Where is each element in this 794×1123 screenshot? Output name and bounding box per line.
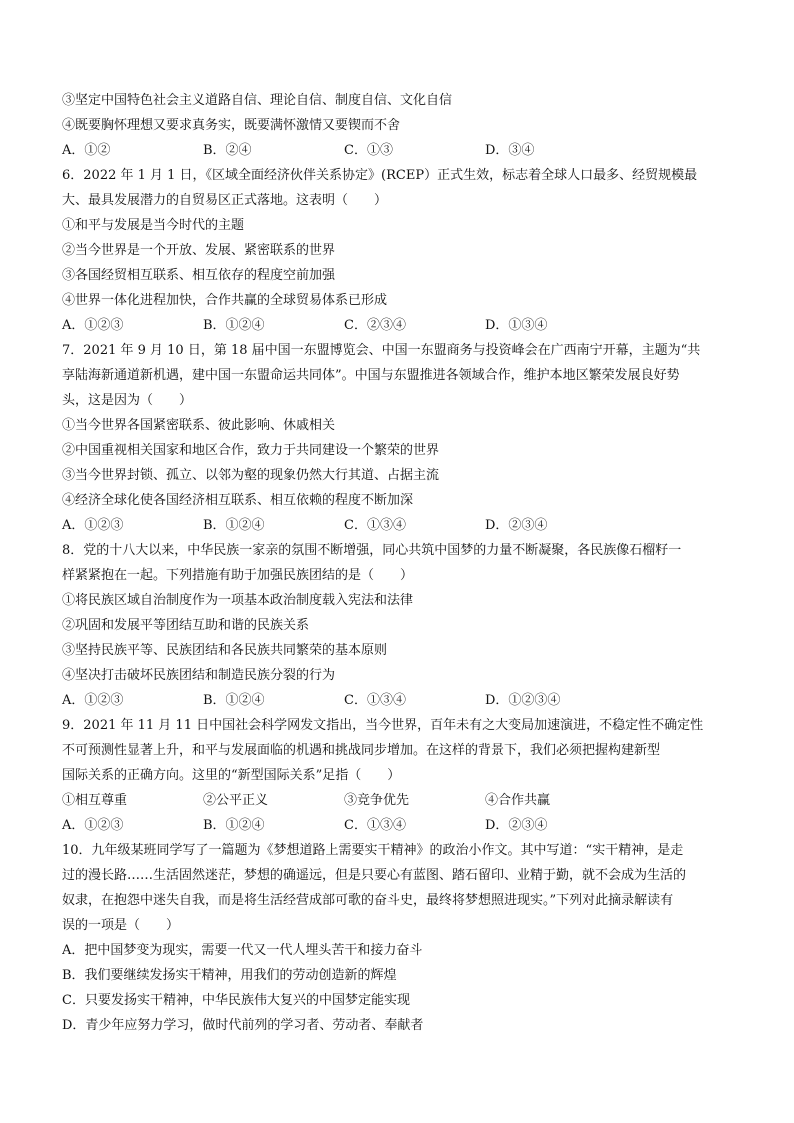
option-b[interactable]: B．我们要继续发扬实干精神，用我们的劳动创造新的辉煌: [62, 968, 397, 983]
question-stem-line: 7．2021 年 9 月 10 日，第 18 届中国一东盟博览会、中国一东盟商务与投资峰会在广西南宁开幕，主题为“共: [62, 343, 701, 358]
statement-4: ④坚决打击破坏民族团结和制造民族分裂的行为: [62, 668, 336, 683]
question-6: [62, 163, 754, 338]
option-a[interactable]: A．把中国梦变为现实，需要一代又一代人埋头苦干和接力奋斗: [62, 943, 423, 958]
question-stem-line: 6．2022 年 1 月 1 日，《区域全面经济伙伴关系协定》(RCEP）正式生效，标志着全球人口最多、经贸规模最: [62, 168, 698, 183]
option-a[interactable]: A．①②③: [62, 518, 124, 533]
question-9: [62, 713, 754, 838]
statement-4: ④合作共赢: [485, 793, 551, 808]
statement-1: ①将民族区域自治制度作为一项基本政治制度载入宪法和法律: [62, 593, 414, 608]
option-b[interactable]: B．①②④: [203, 818, 265, 833]
question-8: [62, 538, 754, 713]
option-c[interactable]: C．只要发扬实干精神，中华民族伟大复兴的中国梦定能实现: [62, 993, 410, 1008]
option-c[interactable]: C．①③: [344, 143, 393, 158]
statement-4: ④世界一体化进程加快，合作共赢的全球贸易体系已形成: [62, 293, 388, 308]
statement-1: ①相互尊重: [62, 793, 128, 808]
statement-2: ②当今世界是一个开放、发展、紧密联系的世界: [62, 243, 336, 258]
answer-options: [62, 813, 754, 838]
statement-4: ④经济全球化使各国经济相互联系、相互依赖的程度不断加深: [62, 493, 414, 508]
question-stem-line: 9．2021 年 11 月 11 日中国社会科学网发文指出，当今世界，百年未有之大变局加速演进，不稳定性不确定性: [62, 718, 704, 733]
option-a[interactable]: A．①②: [62, 143, 111, 158]
answer-options: [62, 688, 754, 713]
option-d[interactable]: D．①②③④: [485, 693, 561, 708]
option-c[interactable]: C．①③④: [344, 818, 406, 833]
option-c[interactable]: C．①③④: [344, 518, 406, 533]
statement-3: ③坚持民族平等、民族团结和各民族共同繁荣的基本原则: [62, 643, 388, 658]
option-c[interactable]: C．②③④: [344, 318, 406, 333]
statement-3: ③竞争优先: [344, 793, 410, 808]
statement-3: ③坚定中国特色社会主义道路自信、理论自信、制度自信、文化自信: [62, 93, 453, 108]
statement-3: ③当今世界封锁、孤立、以邻为壑的现象仍然大行其道、占据主流: [62, 468, 440, 483]
statement-3: ③各国经贸相互联系、相互依存的程度空前加强: [62, 268, 336, 283]
question-stem-line: 过的漫长路……生活固然迷茫，梦想的确遥远，但是只要心有蓝图、踏石留印、业精于勤，就不会成为生活的: [62, 868, 687, 883]
option-d[interactable]: D．③④: [485, 143, 535, 158]
option-c[interactable]: C．①③④: [344, 693, 406, 708]
statement-row: [62, 788, 754, 813]
option-b[interactable]: B．①②④: [203, 318, 265, 333]
statement-2: ②公平正义: [203, 793, 269, 808]
option-d[interactable]: D．①③④: [485, 318, 548, 333]
question-stem-line: 误的一项是（ ）: [62, 918, 180, 933]
statement-1: ①和平与发展是当今时代的主题: [62, 218, 245, 233]
answer-options: [62, 313, 754, 338]
question-10: [62, 838, 754, 1038]
option-d[interactable]: D．②③④: [485, 818, 548, 833]
question-stem-line: 8．党的十八大以来，中华民族一家亲的氛围不断增强，同心共筑中国梦的力量不断凝聚，各民族像石榴籽一: [62, 543, 682, 558]
question-stem-line: 样紧紧抱在一起。下列措施有助于加强民族团结的是（ ）: [62, 568, 414, 583]
question-stem-line: 国际关系的正确方向。这里的“新型国际关系”足指（ ）: [62, 768, 401, 783]
statement-4: ④既要胸怀理想又要求真务实，既要满怀激情又要锲而不舍: [62, 118, 401, 133]
answer-options: [62, 138, 754, 163]
option-b[interactable]: B．①②④: [203, 518, 265, 533]
question-7: [62, 338, 754, 538]
question-stem-line: 不可预测性显著上升，和平与发展面临的机遇和挑战同步增加。在这样的背景下，我们必须把握构建新型: [62, 743, 661, 758]
statement-2: ②中国重视相关国家和地区合作，致力于共同建设一个繁荣的世界: [62, 443, 440, 458]
option-a[interactable]: A．①②③: [62, 693, 124, 708]
question-stem-line: 头，这是因为（ ）: [62, 393, 193, 408]
option-a[interactable]: A．①②③: [62, 818, 124, 833]
question-stem-line: 享陆海新通道新机遇，建中国一东盟命运共同体”。中国与东盟推进各领域合作，维护本地区繁荣发展良好势: [62, 368, 680, 383]
answer-options: [62, 513, 754, 538]
question-stem-line: 奴隶，在抱怨中迷失自我，而是将生活经营成部可歌的奋斗史，最终将梦想照进现实。”下列对此摘录解读有: [62, 893, 674, 908]
prev-question-continuation: [62, 88, 754, 163]
question-stem-line: 10．九年级某班同学写了一篇题为《梦想道路上需要实干精神》的政治小作文。其中写道：“实干精神，是走: [62, 843, 684, 858]
option-d[interactable]: D．青少年应努力学习，做时代前列的学习者、劳动者、奉献者: [62, 1018, 424, 1033]
option-d[interactable]: D．②③④: [485, 518, 548, 533]
statement-1: ①当今世界各国紧密联系、彼此影响、休戚相关: [62, 418, 336, 433]
statement-2: ②巩固和发展平等团结互助和谐的民族关系: [62, 618, 310, 633]
option-b[interactable]: B．①②④: [203, 693, 265, 708]
question-stem-line: 大、最具发展潜力的自贸易区正式落地。这表明（ ）: [62, 193, 388, 208]
option-a[interactable]: A．①②③: [62, 318, 124, 333]
option-b[interactable]: B．②④: [203, 143, 252, 158]
